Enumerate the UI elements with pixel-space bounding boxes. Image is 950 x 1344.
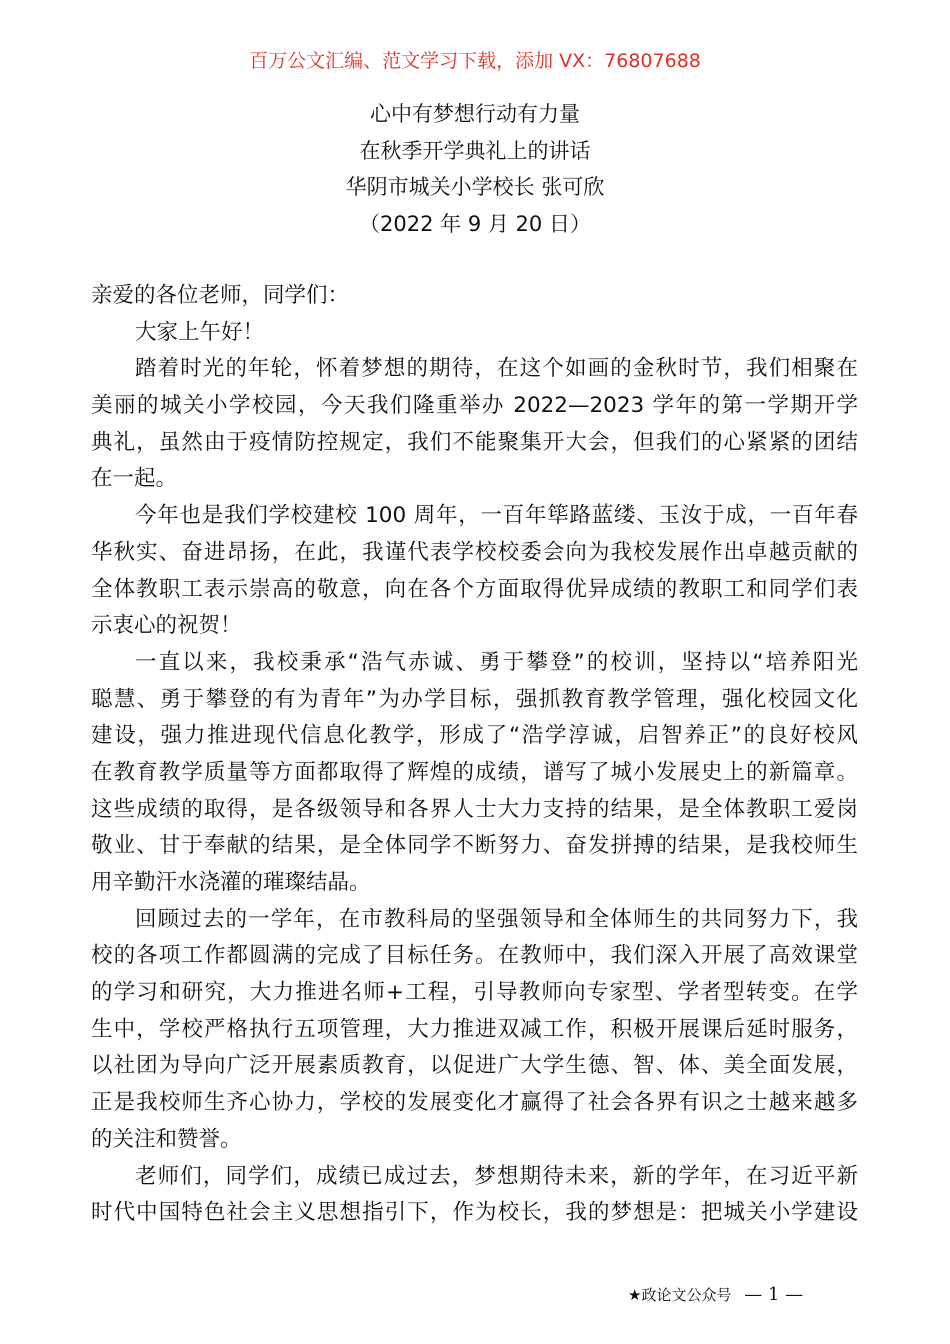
text-line: 今年也是我们学校建校 100 周年，一百年筚路蓝缕、玉汝于成，一百年春	[135, 503, 858, 529]
text-line: 老师们，同学们，成绩已成过去，梦想期待未来，新的学年，在习近平新	[135, 1163, 858, 1189]
text-line: 在一起。	[91, 466, 178, 492]
paragraph	[91, 902, 858, 1159]
text-line: 正是我校师生齐心协力，学校的发展变化才赢得了社会各界有识之士越来越多	[91, 1090, 858, 1116]
main-title: 心中有梦想行动有力量	[370, 102, 580, 126]
title-block	[0, 96, 950, 242]
text-line: 的学习和研究，大力推进名师+工程，引导教师向专家型、学者型转变。在学	[91, 980, 858, 1006]
text-line: 踏着时光的年轮，怀着梦想的期待，在这个如画的金秋时节，我们相聚在	[135, 356, 858, 382]
subtitle: 在秋季开学典礼上的讲话	[359, 138, 591, 163]
text-line: 用辛勤汗水浇灌的璀璨结晶。	[91, 870, 371, 895]
text-line: 大家上午好！	[135, 319, 265, 345]
paragraph	[91, 645, 858, 902]
page-footer	[628, 1284, 803, 1305]
text-line: 华秋实、奋进昂扬，在此，我谨代表学校校委会向为我校发展作出卓越贡献的	[91, 539, 858, 565]
text-line: 亲爱的各位老师，同学们：	[91, 283, 350, 308]
page-number: — 1 —	[744, 1284, 804, 1305]
footer-source: ★政论文公众号	[628, 1286, 732, 1304]
text-line: 美丽的城关小学校园，今天我们隆重举办 2022—2023 学年的第一学期开学	[91, 393, 858, 419]
text-line: 这些成绩的取得，是各级领导和各界人士大力支持的结果，是全体教职工爱岗	[91, 796, 858, 822]
text-line: 建设，强力推进现代信息化教学，形成了“浩学淳诚，启智养正”的良好校风	[91, 723, 858, 749]
text-line: 一直以来，我校秉承“浩气赤诚、勇于攀登”的校训，坚持以“培养阳光	[135, 649, 858, 675]
paragraph	[91, 1159, 858, 1232]
paragraph	[91, 278, 858, 315]
text-line: 回顾过去的一学年，在市教科局的坚强领导和全体师生的共同努力下，我	[135, 906, 858, 932]
text-line: 在教育教学质量等方面都取得了辉煌的成绩，谱写了城小发展史上的新篇章。	[91, 759, 858, 785]
text-line: 聪慧、勇于攀登的有为青年”为办学目标，强抓教育教学管理，强化校园文化	[91, 686, 858, 712]
paragraph	[91, 315, 858, 352]
text-line: 敬业、甘于奉献的结果，是全体同学不断努力、奋发拼搏的结果，是我校师生	[91, 833, 858, 859]
text-line: 生中，学校严格执行五项管理，大力推进双减工作，积极开展课后延时服务，	[91, 1016, 858, 1042]
text-line: 校的各项工作都圆满的完成了目标任务。在教师中，我们深入开展了高效课堂	[91, 943, 858, 969]
paragraph	[91, 498, 858, 645]
watermark-banner: 百万公文汇编、范文学习下载，添加 VX：76807688	[249, 50, 701, 72]
date: （2022 年 9 月 20 日）	[359, 211, 591, 236]
text-line: 示衷心的祝贺！	[91, 613, 242, 639]
author: 华阴市城关小学校长 张可欣	[345, 175, 605, 199]
paragraph	[91, 351, 858, 498]
text-line: 典礼，虽然由于疫情防控规定，我们不能聚集开大会，但我们的心紧紧的团结	[91, 429, 858, 455]
document-body	[91, 278, 858, 1232]
text-line: 全体教职工表示崇高的敬意，向在各个方面取得优异成绩的教职工和同学们表	[91, 576, 858, 602]
text-line: 的关注和赞誉。	[91, 1126, 242, 1152]
text-line: 以社团为导向广泛开展素质教育，以促进广大学生德、智、体、美全面发展，	[91, 1053, 858, 1079]
text-line: 时代中国特色社会主义思想指引下，作为校长，我的梦想是：把城关小学建设	[91, 1200, 858, 1226]
